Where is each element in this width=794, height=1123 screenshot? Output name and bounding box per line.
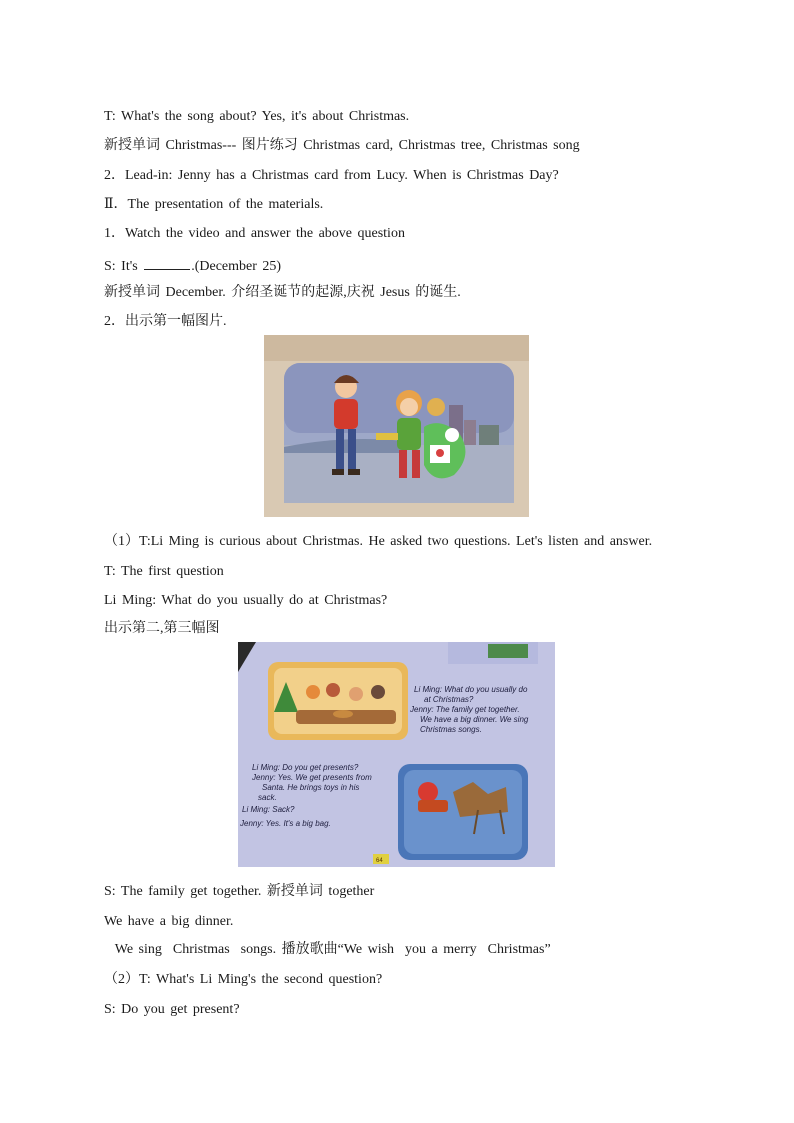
text-line-new-word-christmas: 新授单词 Christmas--- 图片练习 Christmas card, Christmas tree, Christmas song [104, 138, 580, 153]
text-line-get-present: S: Do you get present? [104, 1002, 240, 1017]
text-line-song-question: T: What's the song about? Yes, it's about Christmas. [104, 109, 410, 124]
text-line-lead-in: 2．Lead-in: Jenny has a Christmas card from Lucy. When is Christmas Day? [104, 168, 559, 183]
dialog-presents-sack: Li Ming: Do you get presents? Jenny: Yes. We get presents from Santa. He brings toys in his sack. Li Ming: Sack? Jenny: Yes. It's a big bag. [240, 763, 372, 828]
text-line-new-word-december: 新授单词 December. 介绍圣诞节的起源,庆祝 Jesus 的诞生. [104, 285, 461, 300]
text-line-show-first-picture: 2．出示第一幅图片. [104, 314, 227, 329]
text-line-li-ming-curious: （1）T:Li Ming is curious about Christmas. He asked two questions. Let's listen and answer. [104, 534, 653, 549]
textbook-page-number: 64 [376, 858, 383, 864]
text-line-second-question: （2）T: What's Li Ming's the second question? [104, 972, 383, 987]
text-line-li-ming-question: Li Ming: What do you usually do at Christmas? [104, 593, 388, 608]
text-line-show-pictures-2-3: 出示第二,第三幅图 [104, 621, 220, 636]
textbook-photo-exchange-cards [264, 335, 529, 517]
text-line-student-answer [104, 256, 281, 276]
text-line-sing-songs: We sing Christmas songs. 播放歌曲“We wish you a merry Christmas” [104, 942, 551, 957]
dialog-christmas-family: Li Ming: What do you usually do at Christmas? Jenny: The family get together. We have a big dinner. We sing Christmas songs. [410, 685, 529, 734]
answer-prefix: S: It's [104, 259, 138, 274]
answer-blank [144, 256, 190, 270]
answer-suffix: .(December 25) [191, 259, 282, 274]
text-line-first-question: T: The first question [104, 564, 224, 579]
text-line-presentation-heading: Ⅱ．The presentation of the materials. [104, 197, 324, 212]
text-line-family-together: S: The family get together. 新授单词 together [104, 884, 375, 899]
text-line-big-dinner: We have a big dinner. [104, 914, 234, 929]
textbook-photo-dialogue-page [238, 642, 555, 867]
text-line-watch-video: 1．Watch the video and answer the above question [104, 226, 405, 241]
